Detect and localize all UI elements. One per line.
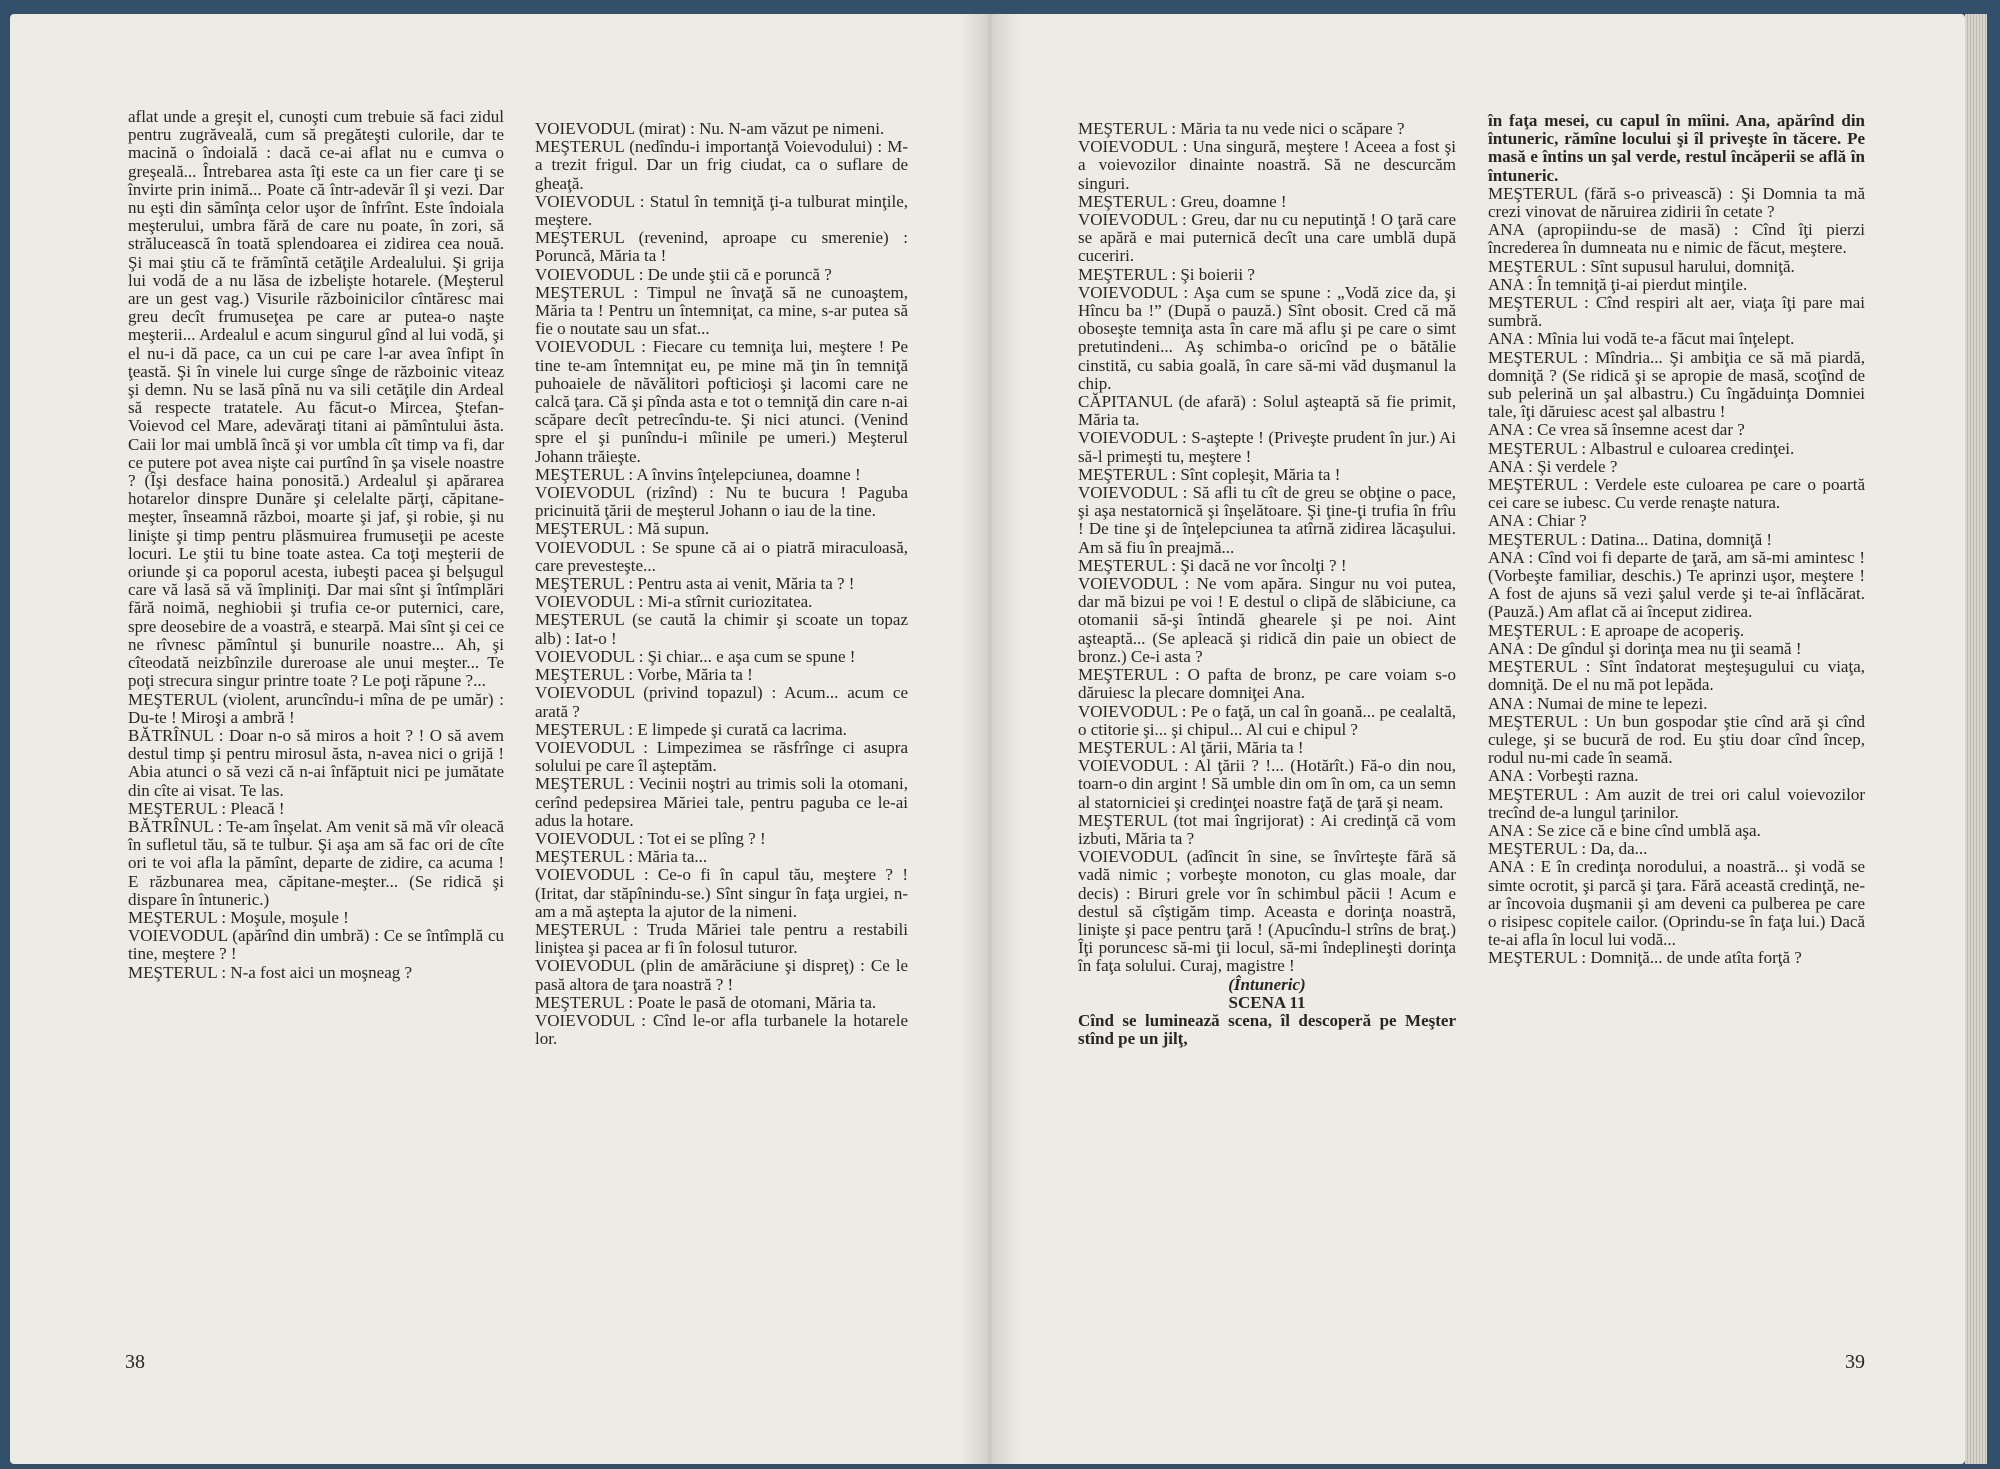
- stage-direction: în faţa mesei, cu capul în mîini. Ana, apărînd din întuneric, rămîne locului şi îl priveşte în tăcere. Pe masă e întins un şal verde, restul încăperii se află în întuneric.: [1488, 111, 1865, 185]
- scene-heading: SCENA 11: [1228, 992, 1306, 1012]
- paragraph: MEŞTERUL : Al ţării, Măria ta !: [1078, 737, 1304, 757]
- paragraph: ANA (apropiindu-se de masă) : Cînd îţi pierzi încrederea în dumneata nu e nimic de făcut, meştere.: [1488, 220, 1865, 258]
- paragraph: VOIEVODUL : Ce-o fi în capul tău, meştere ? ! (Iritat, dar stăpînindu-se.) Sînt singur în faţa urgiei, n-am a mă aştepta la ajutor de la nimeni.: [535, 865, 908, 921]
- paragraph: ANA : De gîndul şi dorinţa mea nu ţii seamă !: [1488, 638, 1802, 658]
- paragraph: ANA : Mînia lui vodă te-a făcut mai înţelept.: [1488, 329, 1795, 349]
- paragraph: VOIEVODUL : Statul în temniţă ţi-a tulburat minţile, meştere.: [535, 191, 908, 230]
- paragraph: MEŞTERUL : Timpul ne învaţă să ne cunoaştem, Măria ta ! Pentru un întemniţat, ca mine, s-ar putea să fie o noutate sau un sfat...: [535, 282, 908, 339]
- paragraph: ANA : Cînd voi fi departe de ţară, am să-mi amintesc ! (Vorbeşte familiar, deschis.) Te aprinzi uşor, meştere ! A fost de ajuns să vezi şalul verde şi te-ai înflăcărat. (Pauză.) Am aflat că ai început zidirea.: [1488, 547, 1865, 622]
- paragraph: MEŞTERUL : Da, da...: [1488, 839, 1648, 859]
- paragraph: MEŞTERUL : E aproape de acoperiş.: [1488, 620, 1745, 640]
- paragraph: VOIEVODUL (adîncit în sine, se învîrteşte fără să vadă nimic ; vorbeşte monoton, cu glas moale, dar decis) : Biruri grele vor în schimbul păcii ! Acum e destul să cîştigăm timp. Aceasta e dorinţa noastră, linişte şi pace pentru ţară ! (Apucîndu-l strîns de braţ.) Îţi poruncesc să-mi ţii locul, să-mi îndeplineşti dorinţa în faţa solului. Curaj, magistre !: [1078, 847, 1456, 976]
- paragraph: MEŞTERUL : Măria ta nu vede nici o scăpare ?: [1078, 119, 1405, 138]
- paragraph: MEŞTERUL : A învins înţelepciunea, doamne !: [535, 464, 861, 484]
- paragraph: VOIEVODUL : Să afli tu cît de greu se obţine o pace, şi aşa nestatornică şi înşelătoare. Şi ţine-ţi trufia în frîu ! De tine şi de înţelepciunea ta atîrnă zidirea lăcaşului. Am să fiu în preajmă...: [1078, 483, 1456, 557]
- paragraph: VOIEVODUL (privind topazul) : Acum... acum ce arată ?: [535, 683, 908, 721]
- paragraph: VOIEVODUL : S-aştepte ! (Priveşte prudent în jur.) Ai să-l primeşti tu, meştere !: [1078, 428, 1456, 466]
- left-page-column-2: [535, 120, 908, 1048]
- paragraph: MEŞTERUL : Truda Măriei tale pentru a restabili liniştea şi pacea ar fi în folosul tuturor.: [535, 919, 908, 958]
- paragraph: VOIEVODUL : Tot ei se plîng ? !: [535, 828, 766, 848]
- paragraph: VOIEVODUL : Una singură, meştere ! Aceea a fost şi a voievozilor dinainte noastră. Să ne descurcăm singuri.: [1078, 137, 1456, 193]
- paragraph: VOIEVODUL : Cînd le-or afla turbanele la hotarele lor.: [535, 1010, 908, 1049]
- paragraph: VOIEVODUL (apărînd din umbră) : Ce se întîmplă cu tine, meştere ? !: [128, 926, 504, 964]
- paragraph: MEŞTERUL : Am auzit de trei ori calul voievozilor trecînd de-a lungul ţarinilor.: [1488, 784, 1865, 822]
- paragraph: VOIEVODUL : Aşa cum se spune : „Vodă zice da, şi Hîncu ba !” (După o pauză.) Sînt obosit. Cred că mă oboseşte temniţa asta în care mă aflu şi pe care o simt pretutindeni... Aş schimba-o oricînd pe o bătălie cinstită, cu sabia goală, în care să-mi văd duşmanul la chip.: [1078, 282, 1456, 393]
- stage-direction: (Întuneric): [1228, 974, 1306, 994]
- paragraph: MEŞTERUL : Poate le pasă de otomani, Măria ta.: [535, 992, 877, 1012]
- paragraph: VOIEVODUL (mirat) : Nu. N-am văzut pe nimeni.: [535, 119, 885, 138]
- paragraph: MEŞTERUL (nedîndu-i importanţă Voievodului) : M-a trezit frigul. Dar un frig ciudat, ca o suflare de gheaţă.: [535, 137, 908, 193]
- stage-direction: Cînd se luminează scena, îl descoperă pe Meşter stînd pe un jilţ,: [1078, 1010, 1456, 1049]
- paragraph: VOIEVODUL : De unde ştii că e poruncă ?: [535, 264, 832, 284]
- paragraph: MEŞTERUL : Şi dacă ne vor încolţi ? !: [1078, 555, 1347, 575]
- page-number-right: 39: [1845, 1351, 1865, 1373]
- paragraph: MEŞTERUL (fără s-o privească) : Şi Domnia ta mă crezi vinovat de năruirea zidirii în cetate ?: [1488, 183, 1865, 222]
- paragraph: VOIEVODUL (rizînd) : Nu te bucura ! Paguba pricinuită ţării de meşterul Johann o iau de la tine.: [535, 483, 908, 521]
- paragraph: ANA : Se zice că e bine cînd umblă aşa.: [1488, 820, 1761, 840]
- paragraph: VOIEVODUL : Al ţării ? !... (Hotărît.) Fă-o din nou, toarn-o din argint ! Să umble din om în om, ca un semn al statorniciei şi credinţei noastre faţă de ţară şi neam.: [1078, 756, 1456, 812]
- paragraph: MEŞTERUL : Şi boierii ?: [1078, 264, 1255, 284]
- paragraph: VOIEVODUL (plin de amărăciune şi dispreţ) : Ce le pasă altora de ţara noastră ? !: [535, 956, 908, 994]
- left-page-column-1: [128, 108, 504, 982]
- paragraph: MEŞTERUL (violent, aruncîndu-i mîna de pe umăr) : Du-te ! Miroşi a ambră !: [128, 689, 504, 727]
- paragraph: BĂTRÎNUL : Te-am înşelat. Am venit să mă vîr oleacă în sufletul tău, să te tulbur. Şi aşa am să fac ori de cîte ori te voi afla la pămînt, departe de zidire, ca acuma ! E răzbunarea mea, căpitane-meşter... (Se ridică şi dispare în întuneric.): [128, 816, 504, 909]
- paragraph: MEŞTERUL : E limpede şi curată ca lacrima.: [535, 719, 847, 739]
- paragraph: MEŞTERUL (tot mai îngrijorat) : Ai credinţă că vom izbuti, Măria ta ?: [1078, 810, 1456, 848]
- paragraph: MEŞTERUL (revenind, aproape cu smerenie) : Poruncă, Măria ta !: [535, 228, 908, 266]
- paragraph: VOIEVODUL : Şi chiar... e aşa cum se spune !: [535, 646, 856, 666]
- paragraph: MEŞTERUL : Vecinii noştri au trimis soli la otomani, cerînd pedepsirea Măriei tale, pentru paguba ce le-ai adus la hotare.: [535, 774, 908, 830]
- paragraph: MEŞTERUL : O pafta de bronz, pe care voiam s-o dăruiesc la plecare domniţei Ana.: [1078, 665, 1456, 703]
- book-gutter: [960, 14, 1020, 1464]
- right-page-column-2: [1488, 112, 1865, 968]
- right-page-column-1: [1078, 120, 1456, 1048]
- paragraph: ANA : În temniţă ţi-ai pierdut minţile.: [1488, 274, 1748, 294]
- paragraph: MEŞTERUL : Măria ta...: [535, 847, 708, 867]
- paragraph: MEŞTERUL : Moşule, moşule !: [128, 907, 349, 927]
- paragraph: MEŞTERUL : Sînt copleşit, Măria ta !: [1078, 464, 1341, 484]
- paragraph: MEŞTERUL : Pentru asta ai venit, Măria ta ? !: [535, 574, 855, 594]
- paragraph: CĂPITANUL (de afară) : Solul aşteaptă să fie primit, Măria ta.: [1078, 392, 1456, 430]
- paragraph: MEŞTERUL : Cînd respiri alt aer, viaţa îţi pare mai sumbră.: [1488, 293, 1865, 331]
- paragraph: aflat unde a greşit el, cunoşti cum trebuie să faci zidul pentru zugrăveală, cum să pregăteşti culorile, dar te macină o îndoială : dacă ce-ai aflat nu e cumva o greşeală... Întrebarea asta îţi este ca un fier care ţi se învirte prin inimă... Poate că într-adevăr îl şi vezi. Dar nu eşti din sămînţa celor uşor de înfrînt. Este îndoiala meşterului, umbra fără de care nu poate, în zori, să strălucească în toată splendoarea ei zidirea cea nouă. Şi mai ştiu că te frămîntă cetăţile Ardealului. Şi grija lui vodă de a nu lăsa de izbelişte hotarele. (Meşterul are un gest vag.) Visurile războinicilor cîntăresc mai greu decît frumuseţea pe care ar putea-o naşte meşterii... Ardealul e acum singurul gînd al lui vodă, şi el nu-i dă pace, ca un cui pe care l-ar avea înfipt în ţeastă. Şi în vinele lui curge sînge de războinic viteaz şi demn. Nu se lasă pînă nu va sili cetăţile din Ardeal să respecte tratatele. Au făcut-o Mircea, Ştefan-Voievod cel Mare, adevăraţi titani ai pămîntului ăsta. Caii lor mai umblă încă şi vor umbla cît timp va fi, dar ce putere pot avea nişte cai purtînd în şa visele noastre ? (Îşi desface haina ponosită.) Ardealul şi apărarea hotarelor dinspre Dunăre şi celelalte părţi, căpitane-meşter, înseamnă război, moarte şi jaf, şi robie, şi nu linişte şi timp pentru plăsmuirea frumuseţii pe aceste locuri. Le ştii tu bine toate astea. Ca toţi meşterii de oriunde şi ca poporul acesta, iubeşti pacea şi belşugul care vă lasă să vă împliniţi. Dar mai sînt şi întîmplări fără noimă, neghiobii şi trufia ce-or puternici, care, spre deosebire de a voastră, e stearpă. Mai sînt şi cei ce ne rîvnesc pămîntul şi bunurile noastre... Ah, şi cîteodată neizbînzile dureroase ale unui meşter... Te poţi strecura singur printre toate ? Le poţi răpune ?...: [128, 107, 504, 691]
- paragraph: ANA : Chiar ?: [1488, 511, 1587, 531]
- paragraph: ANA : E în credinţa norodului, a noastră... şi vodă se simte ocrotit, şi parcă şi ţara. Fără această credinţă, ne-ar încovoia duşmanii şi am deveni ca pulberea pe care o risipesc copitele cailor. (Oprindu-se în faţa lui.) Dacă te-ai afla în locul lui vodă...: [1488, 857, 1865, 950]
- paragraph: MEŞTERUL : Sînt îndatorat meşteşugului cu viaţa, domniţă. De el nu mă pot lepăda.: [1488, 657, 1865, 695]
- paragraph: MEŞTERUL : Un bun gospodar ştie cînd ară şi cînd culege, şi se bucură de rod. Eu ştiu doar cînd încep, rodul nu-mi cade în seamă.: [1488, 711, 1865, 768]
- paragraph: MEŞTERUL : Sînt supusul harului, domniţă.: [1488, 256, 1795, 276]
- paragraph: MEŞTERUL : Mîndria... Şi ambiţia ce să mă piardă, domniţă ? (Se ridică şi se apropie de masă, scoţînd de sub pelerină un şal albastru.) Cu îngăduinţa Domniei tale, îţi dăruiesc acest şal albastru !: [1488, 347, 1865, 422]
- paragraph: ANA : Numai de mine te lepezi.: [1488, 693, 1708, 713]
- page-edges: [1965, 14, 1987, 1464]
- paragraph: MEŞTERUL : Verdele este culoarea pe care o poartă cei care se iubesc. Cu verde renaşte natura.: [1488, 475, 1865, 513]
- paragraph: MEŞTERUL : Vorbe, Măria ta !: [535, 665, 753, 685]
- paragraph: VOIEVODUL : Se spune că ai o piatră miraculoasă, care prevesteşte...: [535, 537, 908, 575]
- paragraph: VOIEVODUL : Mi-a stîrnit curiozitatea.: [535, 592, 813, 612]
- paragraph: VOIEVODUL : Ne vom apăra. Singur nu voi putea, dar mă bizui pe voi ! E destul o clipă de slăbiciune, ca otomanii să-şi întindă ghearele şi pe noi. Aint aşteaptă... (Se apleacă şi ridică din paie un obiect de bronz.) Ce-i asta ?: [1078, 574, 1456, 666]
- paragraph: ANA : Ce vrea să însemne acest dar ?: [1488, 420, 1745, 440]
- paragraph: MEŞTERUL : Datina... Datina, domniţă !: [1488, 529, 1773, 549]
- paragraph: ANA : Şi verdele ?: [1488, 456, 1618, 476]
- page-number-left: 38: [125, 1351, 145, 1373]
- paragraph: MEŞTERUL : Albastrul e culoarea credinţei.: [1488, 438, 1795, 458]
- paragraph: MEŞTERUL : Pleacă !: [128, 798, 285, 818]
- paragraph: VOIEVODUL : Pe o faţă, un cal în goană... pe cealaltă, o ctitorie şi... şi chipul... Al cui e chipul ?: [1078, 701, 1456, 739]
- paragraph: MEŞTERUL : Mă supun.: [535, 519, 710, 539]
- paragraph: ANA : Vorbeşti razna.: [1488, 766, 1639, 786]
- paragraph: MEŞTERUL : N-a fost aici un moşneag ?: [128, 962, 413, 982]
- paragraph: BĂTRÎNUL : Doar n-o să miros a hoit ? ! O să avem destul timp şi pentru mirosul ăsta, n-avea nici o grijă ! Abia atunci o să vezi că n-ai înfăptuit nici pe jumătate din cîte ai visat. Te las.: [128, 725, 504, 800]
- paragraph: VOIEVODUL : Fiecare cu temniţa lui, meştere ! Pe tine te-am întemniţat eu, pe mine mă ţin în temniţă puhoaiele de năvălitori pofticioşi şi lacomi care ne calcă ţara. Că şi pînda asta e tot o temniţă din care n-ai scăpare decît petrecîndu-te. Şi nici atunci. (Venind spre el şi punîndu-i mîinile pe umeri.) Meşterul Johann trăieşte.: [535, 337, 908, 466]
- paragraph: VOIEVODUL : Limpezimea se răsfrînge ci asupra solului pe care îl aşteptăm.: [535, 737, 908, 776]
- paragraph: VOIEVODUL : Greu, dar nu cu neputinţă ! O ţară care se apără e mai puternică decît una care umblă după cuceriri.: [1078, 210, 1456, 266]
- paragraph: MEŞTERUL : Greu, doamne !: [1078, 191, 1287, 211]
- paragraph: MEŞTERUL (se caută la chimir şi scoate un topaz alb) : Iat-o !: [535, 610, 908, 648]
- paragraph: MEŞTERUL : Domniţă... de unde atîta forţă ?: [1488, 948, 1802, 968]
